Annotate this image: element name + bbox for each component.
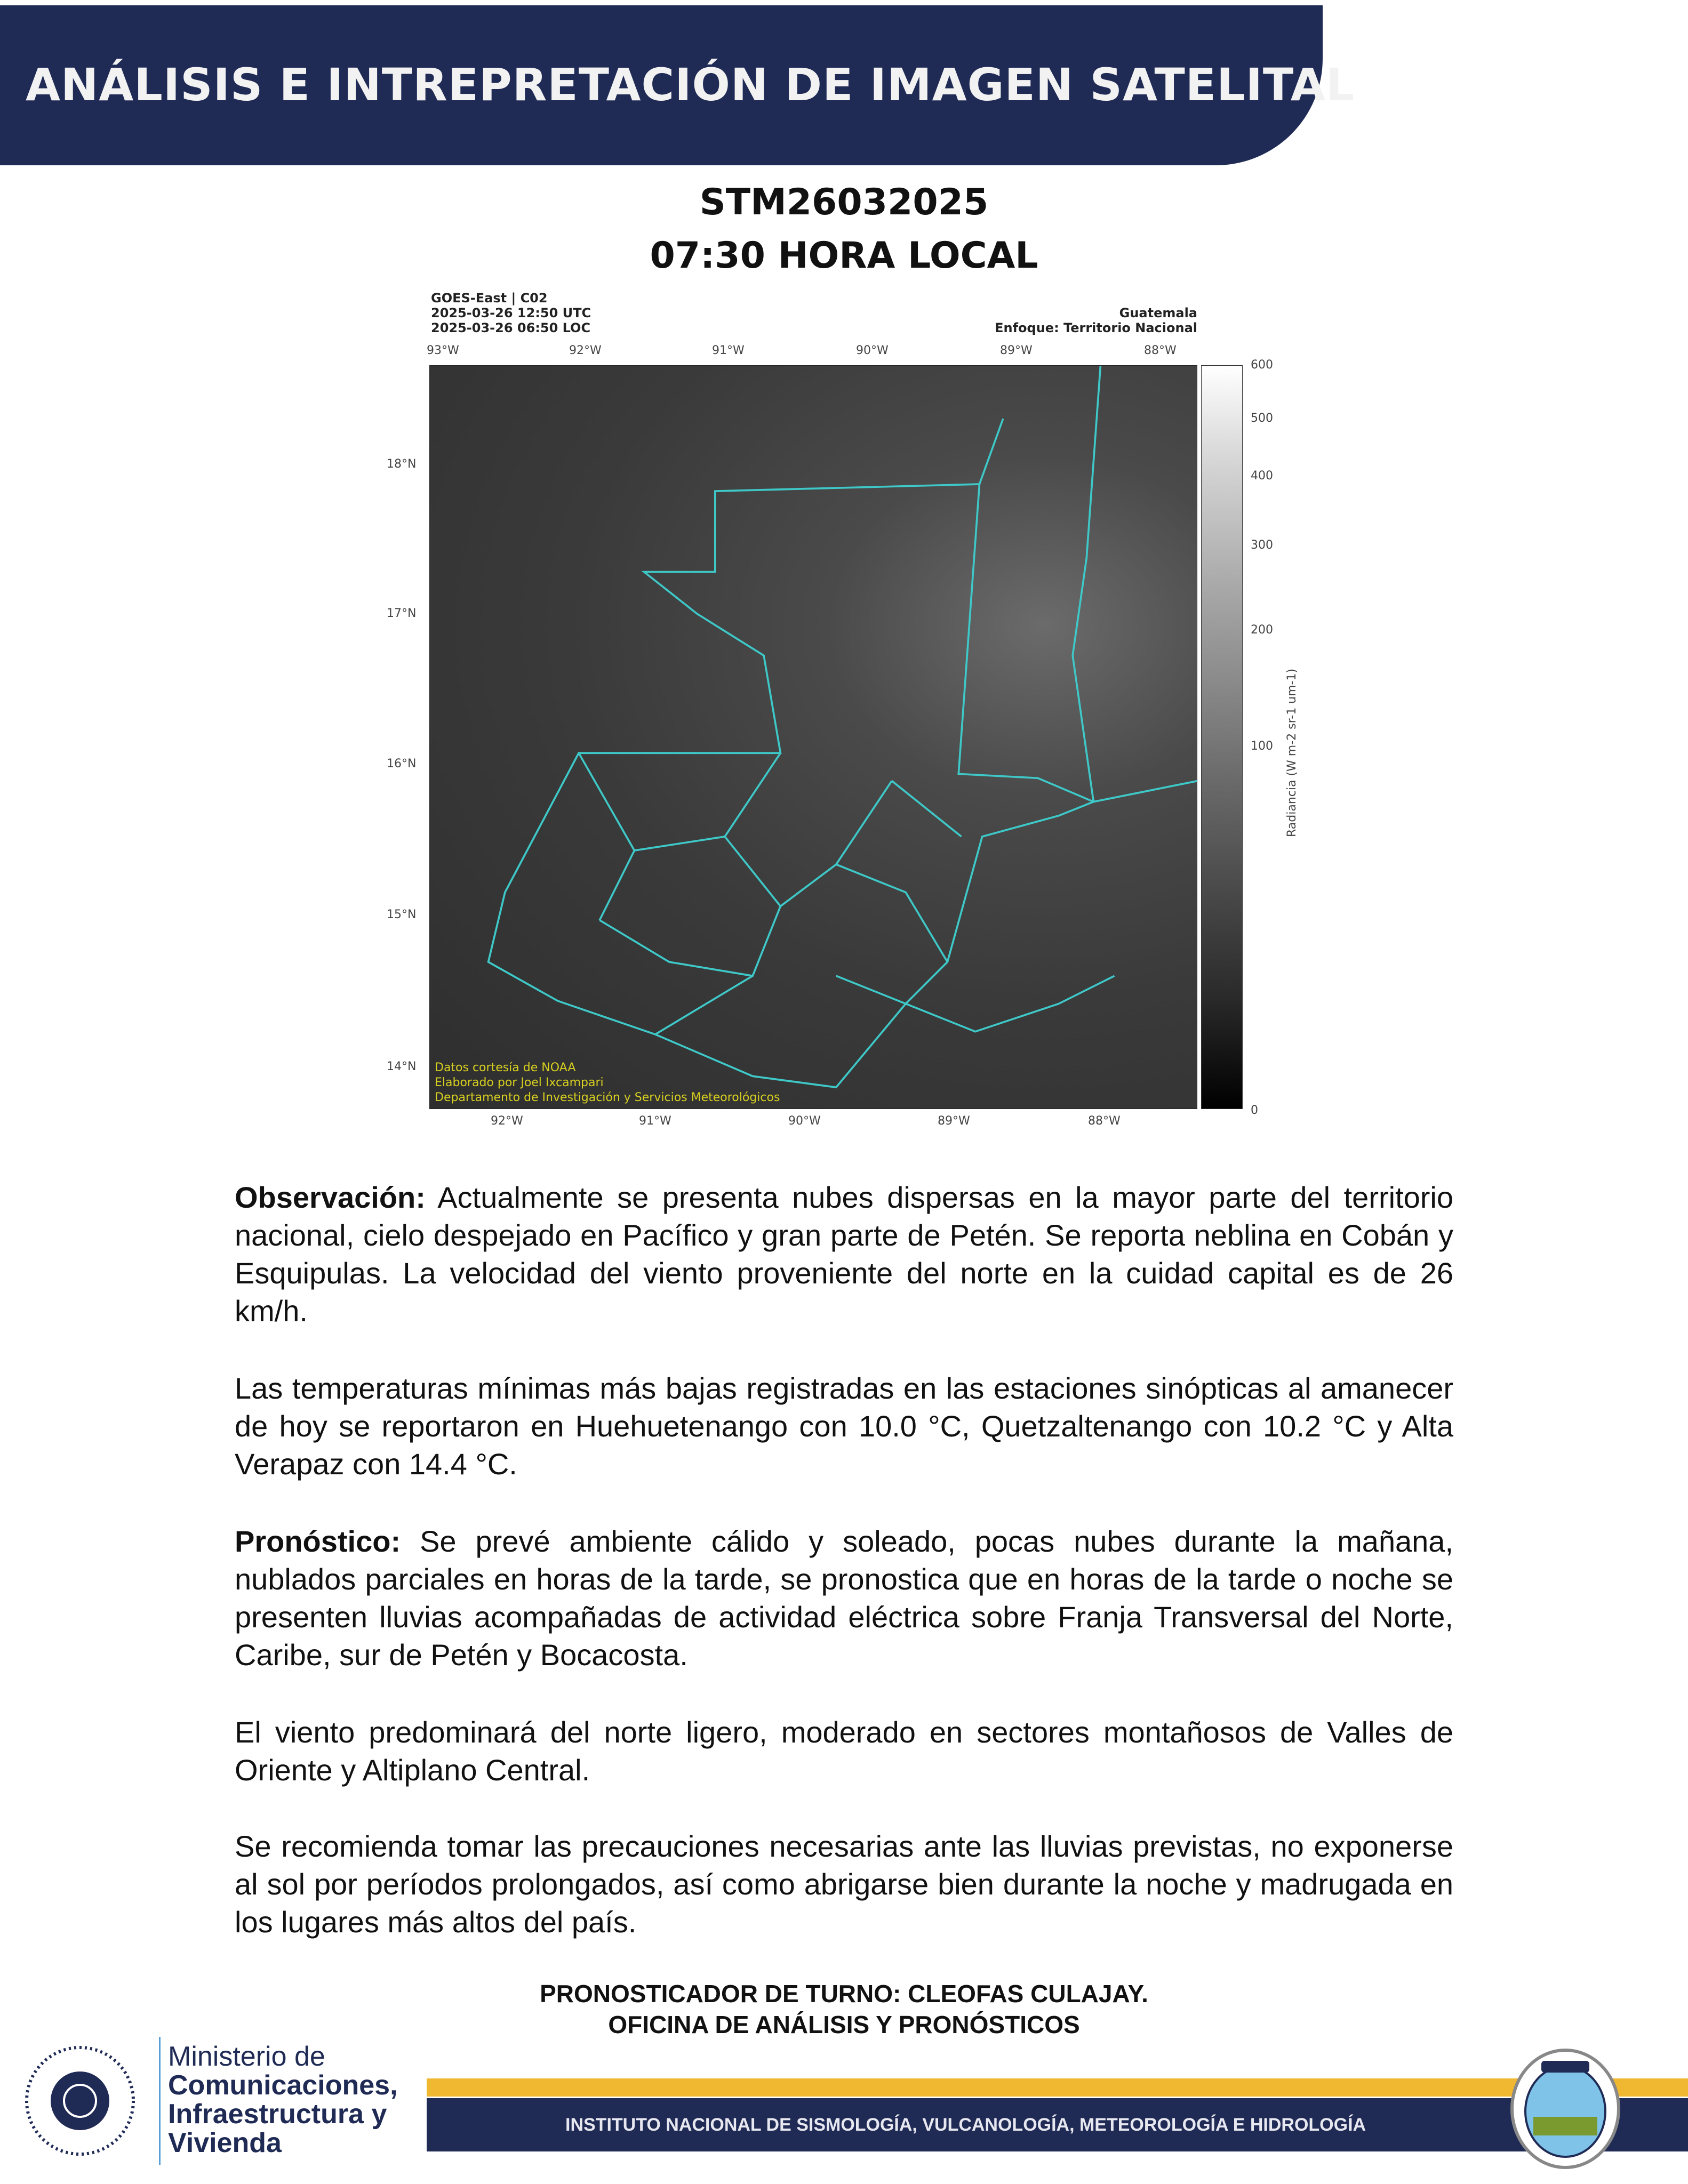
ministry-line: Ministerio de [168,2041,325,2072]
report-time: 07:30 HORA LOCAL [650,235,1038,277]
colorbar-tick: 300 [1251,539,1273,552]
wind-paragraph: El viento predominará del norte ligero, moderado en sectores montañosos de Valles de Oriente y Altiplano Central. [235,1715,1453,1787]
institute-name: INSTITUTO NACIONAL DE SISMOLOGÍA, VULCANOLOGÍA, METEOROLOGÍA E HIDROLOGÍA [565,2115,1366,2135]
forecast-paragraph [235,1522,1453,1674]
satellite-channel: GOES-East | C02 [431,291,548,306]
ministry-logo-text [168,2042,398,2157]
observation-text: Actualmente se presenta nubes dispersas en la mayor parte del territorio nacional, cielo despejado en Pacífico y gran parte de Petén. Se reporta neblina en Cobán y Esquipulas. La velocidad del viento proveniente del norte en la cuidad capital es de 26 km/h. [235,1181,1453,1328]
radiance-colorbar [1201,365,1243,1109]
lon-tick: 93°W [427,344,459,357]
lat-tick: 14°N [387,1060,417,1073]
insivumeh-logo-icon [1509,2048,1621,2170]
credit-line: Departamento de Investigación y Servicios Meteorológicos [435,1091,780,1104]
lon-tick: 91°W [639,1114,671,1128]
lon-tick: 88°W [1088,1114,1121,1128]
utc-time: 2025-03-26 12:50 UTC [431,306,591,320]
colorbar-label: Radiancia (W m-2 sr-1 um-1) [1285,668,1299,837]
footer-gold-stripe [427,2078,1688,2097]
observation-paragraph [235,1178,1453,1330]
government-seal-icon [21,2037,139,2165]
forecast-text: Se prevé ambiente cálido y soleado, pocas nubes durante la mañana, nublados parciales en horas de la tarde, se pronostica que en horas de la tarde o noche se presenten lluvias acompañadas de actividad eléctrica sobre Franja Transversal del Norte, Caribe, sur de Petén y Bocacosta. [235,1524,1453,1672]
lon-tick: 92°W [491,1114,523,1128]
lon-tick: 90°W [856,344,889,357]
lat-tick: 18°N [387,457,417,471]
report-code: STM26032025 [699,181,989,223]
ministry-line: Vivienda [168,2127,282,2158]
lon-tick: 90°W [788,1114,821,1128]
satellite-image [429,365,1197,1109]
lon-tick: 89°W [1000,344,1033,357]
temperatures-paragraph: Las temperaturas mínimas más bajas registradas en las estaciones sinópticas al amanecer de hoy se reportaron en Huehuetenango con 10.0 °C, Quetzaltenango con 10.2 °C y Alta Verapaz con 14.4 °C. [235,1371,1453,1481]
colorbar-tick: 600 [1251,358,1273,372]
focus-label: Enfoque: Territorio Nacional [995,320,1197,335]
recommendation-paragraph: Se recomienda tomar las precauciones necesarias ante las lluvias previstas, no exponerse al sol por períodos prolongados, así como abrigarse bien durante la noche y madrugada en los lugares más altos del país. [235,1829,1453,1939]
lat-tick: 15°N [387,908,417,921]
lat-tick: 16°N [387,757,417,770]
guatemala-borders [430,366,1197,1109]
forecaster-name: PRONOSTICADOR DE TURNO: CLEOFAS CULAJAY. [540,1980,1148,2008]
lon-tick: 92°W [569,344,602,357]
office-name: OFICINA DE ANÁLISIS Y PRONÓSTICOS [608,2011,1080,2038]
observation-label: Observación: [235,1181,426,1214]
footer-divider [159,2037,161,2165]
figure-meta-right [928,306,1197,335]
colorbar-tick: 200 [1251,623,1273,637]
region-name: Guatemala [1119,306,1197,320]
credit-line: Datos cortesía de NOAA [435,1061,576,1074]
credit-line: Elaborado por Joel Ixcampari [435,1076,604,1089]
lon-tick: 91°W [712,344,745,357]
lat-tick: 17°N [387,607,417,620]
colorbar-tick: 400 [1251,469,1273,483]
forecast-label: Pronóstico: [235,1524,401,1558]
colorbar-tick: 0 [1251,1104,1258,1117]
colorbar-tick: 100 [1251,740,1273,753]
ministry-line: Infraestructura y [168,2099,387,2130]
lon-tick: 89°W [938,1114,970,1128]
ministry-line: Comunicaciones, [168,2070,398,2101]
banner-title: ANÁLISIS E INTREPRETACIÓN DE IMAGEN SATELITAL [26,59,1355,111]
colorbar-tick: 500 [1251,412,1273,425]
local-time: 2025-03-26 06:50 LOC [431,320,591,335]
figure-meta-left [431,291,591,335]
lon-tick: 88°W [1144,344,1177,357]
